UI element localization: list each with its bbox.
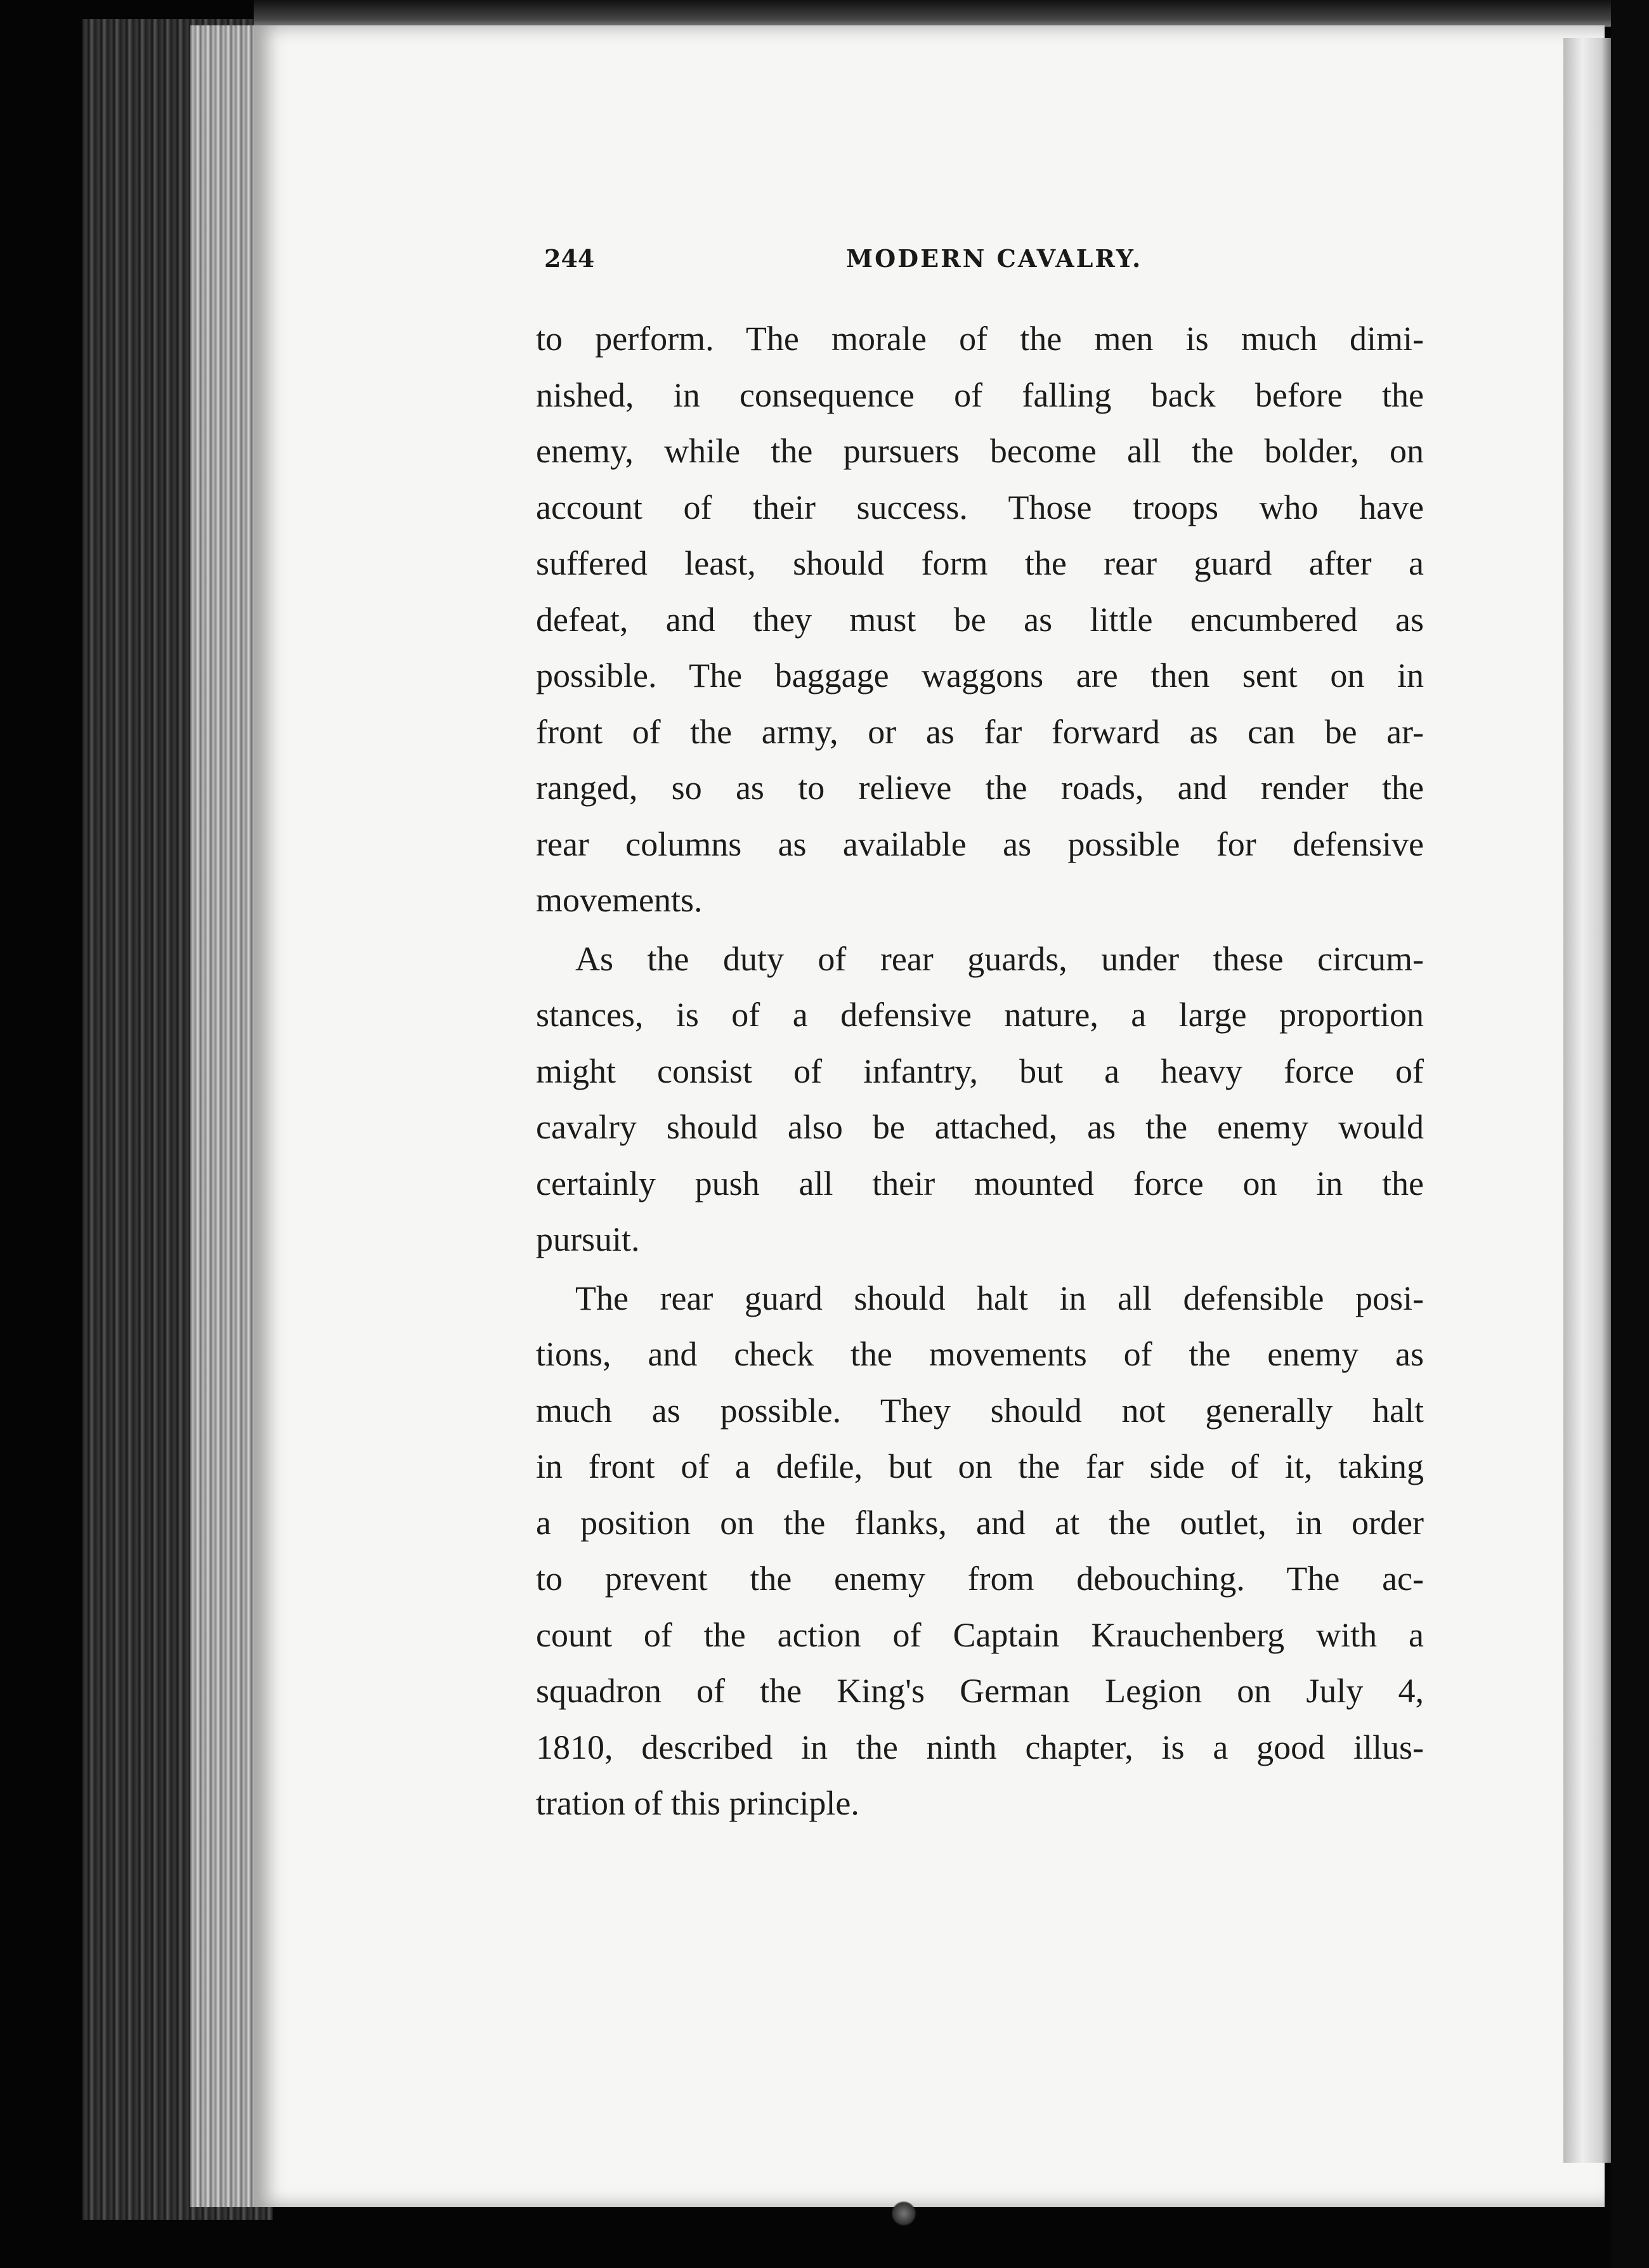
paragraph-2 [536, 931, 1424, 1268]
paragraph-3 [536, 1270, 1424, 1832]
text-line: defeat, and they must be as little encumbered as [536, 600, 1424, 639]
text-line: count of the action of Captain Krauchenberg with a [536, 1615, 1424, 1654]
paragraph-1 [536, 311, 1424, 929]
text-line: pursuit. [536, 1220, 640, 1258]
text-line: 1810, described in the ninth chapter, is a good illus- [536, 1728, 1424, 1766]
text-line: ranged, so as to relieve the roads, and render the [536, 769, 1424, 807]
facing-page-edge [1563, 38, 1611, 2163]
running-head [544, 244, 1426, 282]
text-line: account of their success. Those troops who have [536, 488, 1424, 526]
text-line: tration of this principle. [536, 1784, 859, 1822]
text-line: might consist of infantry, but a heavy force of [536, 1052, 1424, 1090]
scan-speck [891, 2201, 916, 2226]
text-line: in front of a defile, but on the far side of it, taking [536, 1447, 1424, 1485]
page-number: 244 [544, 244, 595, 273]
text-line: tions, and check the movements of the enemy as [536, 1335, 1424, 1373]
running-title: MODERN CAVALRY. [846, 244, 1143, 273]
scan-border-right [1611, 0, 1649, 2268]
text-line: certainly push all their mounted force on in the [536, 1164, 1424, 1202]
text-line: movements. [536, 881, 703, 919]
text-line: a position on the flanks, and at the outlet, in order [536, 1503, 1424, 1542]
text-line: possible. The baggage waggons are then sent on in [536, 656, 1424, 694]
text-line: front of the army, or as far forward as can be ar- [536, 712, 1424, 751]
top-binding-strip [254, 0, 1611, 27]
body-text [536, 311, 1424, 1832]
text-line: stances, is of a defensive nature, a large proportion [536, 996, 1424, 1034]
text-line: squadron of the King's German Legion on July 4, [536, 1672, 1424, 1710]
text-line: As the duty of rear guards, under these circum- [575, 939, 1424, 978]
text-line: to perform. The morale of the men is much dimi- [536, 320, 1424, 358]
text-line: to prevent the enemy from debouching. The ac- [536, 1560, 1424, 1598]
text-line: rear columns as available as possible for defensive [536, 824, 1424, 863]
text-line: enemy, while the pursuers become all the bolder, on [536, 432, 1424, 470]
text-line: nished, in consequence of falling back before the [536, 375, 1424, 414]
text-line: cavalry should also be attached, as the enemy would [536, 1108, 1424, 1146]
text-line: much as possible. They should not generally halt [536, 1391, 1424, 1430]
text-line: suffered least, should form the rear guard after a [536, 544, 1424, 582]
text-line: The rear guard should halt in all defensible posi- [575, 1279, 1424, 1317]
